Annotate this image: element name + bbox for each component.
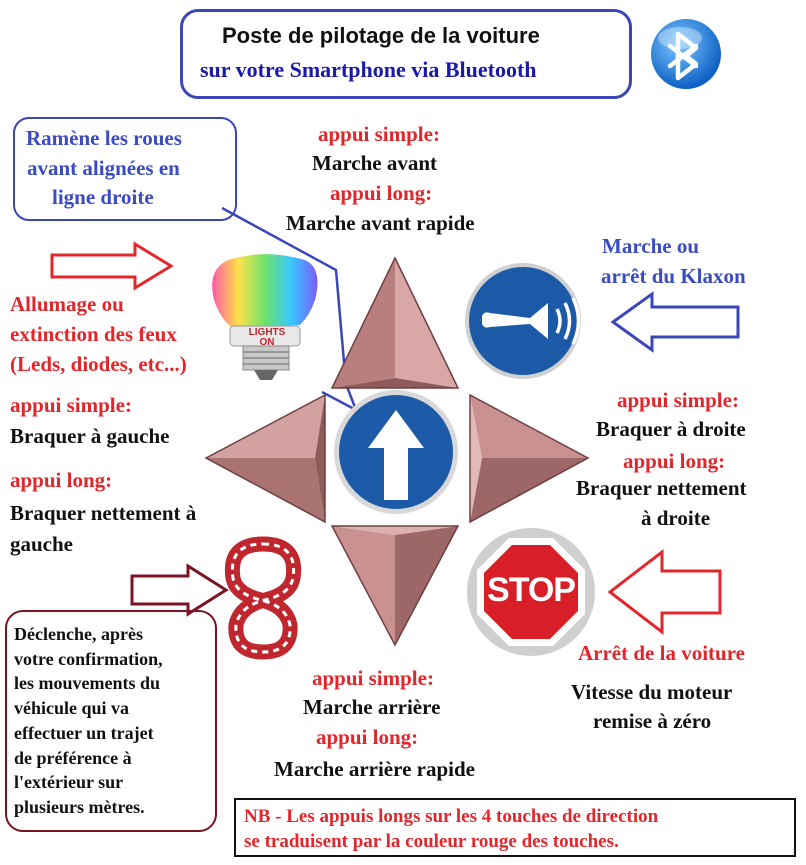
horn-arrow-icon [613, 294, 738, 350]
right-simple-text: Braquer à droite [596, 417, 746, 441]
route-line-7: l'extérieur sur [14, 772, 124, 793]
lights-label-line-3: (Leds, diodes, etc...) [10, 352, 187, 376]
left-long-label: appui long: [10, 468, 113, 492]
left-long-text-line-2: gauche [10, 532, 73, 556]
route-line-4: véhicule qui va [14, 698, 130, 719]
route-line-5: effectuer un trajet [14, 722, 154, 743]
route-line-1: Déclenche, après [14, 624, 143, 644]
forward-arrow-button[interactable] [332, 258, 458, 388]
left-simple-label: appui simple: [10, 393, 132, 417]
bluetooth-icon [651, 19, 721, 89]
route-arrow-icon [132, 566, 226, 614]
nb-text [244, 804, 658, 854]
forward-simple-text: Marche avant [312, 151, 438, 175]
horn-label-line-2: arrêt du Klaxon [601, 264, 746, 288]
lights-arrow-icon [52, 244, 171, 288]
left-long-text-line-1: Braquer nettement à [10, 501, 197, 525]
horn-button[interactable] [465, 263, 581, 379]
forward-simple-label: appui simple: [318, 122, 440, 146]
route-line-6: de préférence à [14, 747, 132, 768]
right-simple-label: appui simple: [617, 388, 739, 412]
backward-long-text: Marche arrière rapide [274, 757, 475, 781]
lights-label-line-2: extinction des feux [10, 322, 177, 346]
nb-line-2: se traduisent par la couleur rouge des touches. [244, 831, 619, 852]
left-simple-text: Braquer à gauche [10, 424, 170, 448]
forward-long-label: appui long: [330, 181, 433, 205]
horn-label-line-1: Marche ou [602, 234, 700, 258]
nb-line-1: NB - Les appuis longs sur les 4 touches de direction [244, 806, 659, 827]
route-description-text [14, 622, 214, 820]
backward-simple-label: appui simple: [312, 666, 434, 690]
backward-simple-text: Marche arrière [303, 695, 441, 719]
title-line-1: Poste de pilotage de la voiture [222, 23, 540, 48]
ramene-line-3: ligne droite [52, 185, 154, 209]
backward-long-label: appui long: [316, 725, 419, 749]
route-line-3: les mouvements du [14, 673, 161, 694]
right-long-text-line-1: Braquer nettement [576, 476, 747, 500]
left-arrow-button[interactable] [206, 395, 325, 522]
route-figure-eight-button[interactable] [232, 544, 293, 652]
route-line-2: votre confirmation, [14, 648, 163, 669]
ramene-line-2: avant alignées en [27, 156, 180, 180]
stop-sign-text: STOP [487, 571, 575, 609]
route-line-8: plusieurs mètres. [14, 796, 145, 817]
light-bulb-button[interactable] [212, 254, 317, 380]
stop-label: Arrêt de la voiture [578, 641, 745, 665]
right-long-label: appui long: [623, 449, 726, 473]
stop-arrow-icon [610, 552, 720, 632]
straight-ahead-button[interactable] [334, 390, 458, 514]
ramene-line-1: Ramène les roues [26, 126, 182, 150]
backward-arrow-button[interactable] [332, 526, 458, 645]
right-long-text-line-2: à droite [641, 506, 711, 530]
stop-text-line-1: Vitesse du moteur [571, 680, 733, 704]
title-line-2: sur votre Smartphone via Bluetooth [200, 57, 537, 82]
right-arrow-button[interactable] [470, 395, 588, 522]
lights-label-line-1: Allumage ou [10, 292, 124, 316]
bulb-text-on: ON [259, 337, 275, 348]
forward-long-text: Marche avant rapide [286, 211, 475, 235]
stop-text-line-2: remise à zéro [593, 709, 712, 733]
bulb-text-lights: LIGHTS [248, 327, 286, 338]
